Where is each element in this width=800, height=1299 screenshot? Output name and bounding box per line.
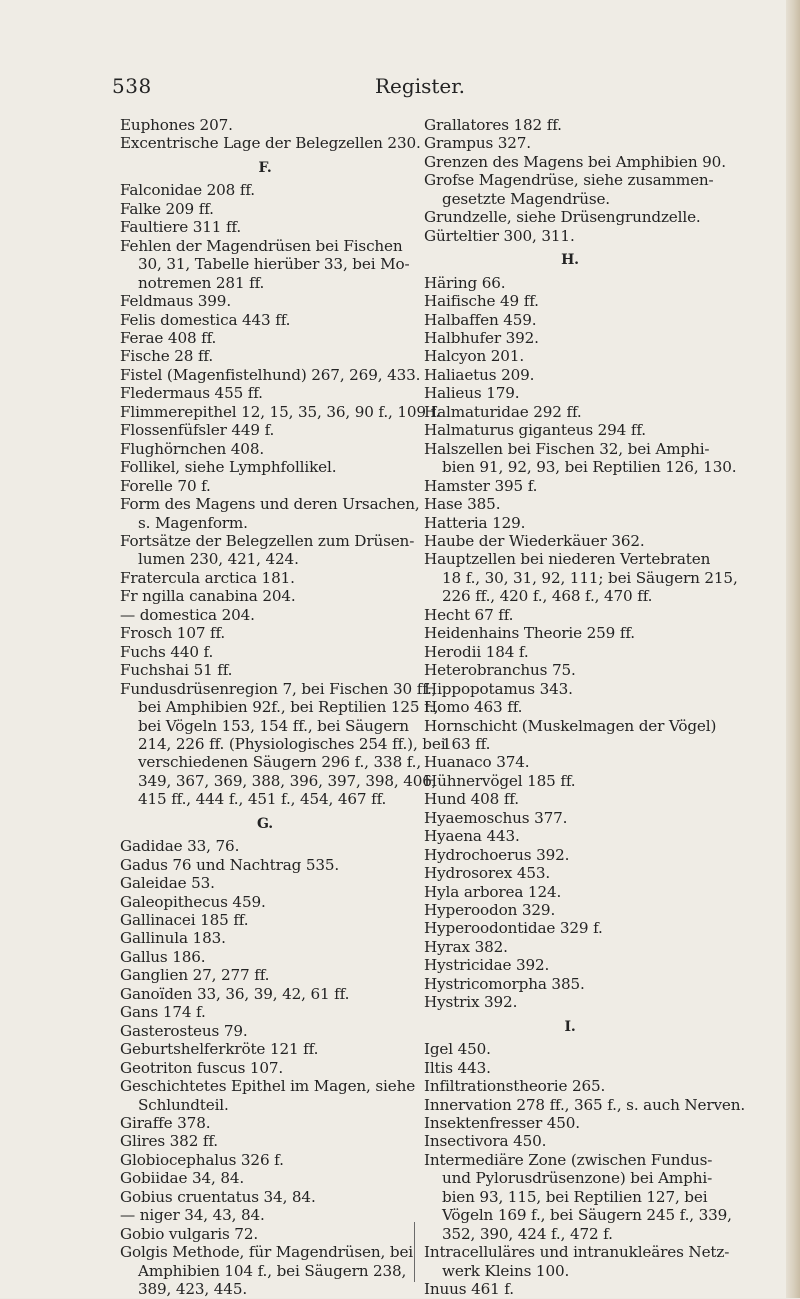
index-entry xyxy=(424,514,716,532)
index-entry xyxy=(424,827,716,845)
index-entry-line: Grenzen des Magens bei Amphibien 90. xyxy=(424,152,726,171)
index-entry-line: Hyperoodon 329. xyxy=(424,901,556,920)
index-entry-line: Innervation 278 ff., 365 f., s. auch Nerven. xyxy=(424,1095,746,1114)
index-entry-continuation: 352, 390, 424 f., 472 f. xyxy=(442,1224,613,1243)
index-entry-line: Infiltrationstheorie 265. xyxy=(424,1077,606,1096)
index-entry xyxy=(120,1132,410,1150)
index-entry-line: Haube der Wiederkäuer 362. xyxy=(424,531,645,550)
index-entry-continuation: notremen 281 ff. xyxy=(138,273,265,292)
index-entry xyxy=(424,919,716,937)
index-entry xyxy=(424,680,716,698)
index-column-left xyxy=(120,116,446,1299)
index-entry xyxy=(424,864,716,882)
index-entry xyxy=(424,134,716,152)
index-entry-line: Hund 408 ff. xyxy=(424,790,519,809)
index-entry-line: Häring 66. xyxy=(424,273,506,292)
index-entry-line: Gasterosteus 79. xyxy=(120,1021,248,1040)
index-entry-line: Frosch 107 ff. xyxy=(120,624,226,643)
index-entry xyxy=(424,606,716,624)
index-entry xyxy=(424,772,716,790)
index-entry-line: Halmaturus giganteus 294 ff. xyxy=(424,421,646,440)
index-entry-line: Feldmaus 399. xyxy=(120,292,231,311)
index-entry-line: Gallus 186. xyxy=(120,947,206,966)
index-entry-line: Grampus 327. xyxy=(424,134,531,153)
index-entry-line: Gallinacei 185 ff. xyxy=(120,911,249,930)
index-entry-continuation: verschiedenen Säugern 296 f., 338 f., xyxy=(138,753,422,772)
index-entry-continuation: 30, 31, Tabelle hierüber 33, bei Mo- xyxy=(138,255,410,274)
index-entry-line: Hyla arborea 124. xyxy=(424,882,562,901)
index-entry xyxy=(120,531,415,569)
index-entry xyxy=(424,753,716,771)
index-entry-continuation: lumen 230, 421, 424. xyxy=(138,550,299,569)
index-entry xyxy=(424,1243,730,1280)
index-entry-line: Fortsätze der Belegzellen zum Drüsen- xyxy=(120,531,415,550)
index-entry xyxy=(120,1169,410,1187)
index-entry xyxy=(424,1280,716,1298)
index-entry xyxy=(120,1059,410,1077)
index-entry xyxy=(424,1040,716,1058)
index-entry-line: Gobio vulgaris 72. xyxy=(120,1224,259,1243)
index-entry xyxy=(424,384,716,402)
index-entry-line: Grallatores 182 ff. xyxy=(424,116,562,134)
index-entry-line: Hecht 67 ff. xyxy=(424,605,514,624)
page-number: 538 xyxy=(112,74,152,98)
index-entry xyxy=(424,938,716,956)
section-letter: G. xyxy=(256,815,274,832)
index-entry xyxy=(120,347,410,365)
index-entry-line: Heterobranchus 75. xyxy=(424,661,576,680)
index-entry-line: Hyrax 382. xyxy=(424,937,508,956)
index-entry-line: Falke 209 ff. xyxy=(120,199,214,218)
index-entry xyxy=(120,661,410,679)
index-entry-line: Hystricomorpha 385. xyxy=(424,974,585,993)
index-entry xyxy=(424,643,716,661)
index-entry xyxy=(120,200,410,218)
index-entry xyxy=(120,384,410,402)
index-entry xyxy=(424,901,716,919)
index-entry-line: Flimmerepithel 12, 15, 35, 36, 90 f., 109 f. xyxy=(120,402,441,421)
index-entry xyxy=(120,911,410,929)
index-entry-line: Fische 28 ff. xyxy=(120,347,214,366)
index-entry-line: Hornschicht (Muskelmagen der Vögel) xyxy=(424,716,717,735)
index-entry xyxy=(120,365,421,384)
index-entry xyxy=(120,837,410,855)
index-entry xyxy=(120,1225,410,1243)
index-entry-line: Fistel (Magenfistelhund) 267, 269, 433. xyxy=(120,365,421,384)
index-entry-line: Ferae 408 ff. xyxy=(120,328,217,347)
index-entry-line: Felis domestica 443 ff. xyxy=(120,310,291,329)
section-letter: F. xyxy=(258,159,272,176)
index-entry-continuation: Schlundteil. xyxy=(138,1095,229,1114)
index-entry-line: Halszellen bei Fischen 32, bei Amphi- xyxy=(424,439,710,458)
index-entry-continuation: bien 91, 92, 93, bei Reptilien 126, 130. xyxy=(442,458,737,477)
index-entry xyxy=(120,1040,410,1058)
index-entry-line: Hyaena 443. xyxy=(424,827,520,846)
index-entry xyxy=(120,856,410,874)
index-entry xyxy=(120,181,410,199)
section-letter: H. xyxy=(561,252,579,269)
page-header xyxy=(112,74,712,104)
index-entry-continuation: werk Kleins 100. xyxy=(442,1261,570,1280)
index-entry xyxy=(120,134,421,153)
index-entry xyxy=(424,421,716,439)
index-entry xyxy=(424,993,716,1011)
index-entry-line: Geotriton fuscus 107. xyxy=(120,1058,284,1077)
index-entry-line: Fr ngilla canabina 204. xyxy=(120,587,296,606)
section-letter: I. xyxy=(564,1018,576,1035)
index-entry xyxy=(120,893,410,911)
index-entry-line: Fuchs 440 f. xyxy=(120,642,214,661)
index-entry-line: Fehlen der Magendrüsen bei Fischen xyxy=(120,236,403,255)
index-entry-line: Haifische 49 ff. xyxy=(424,292,539,311)
index-entry-line: Huanaco 374. xyxy=(424,753,530,772)
index-entry-line: Homo 463 ff. xyxy=(424,698,523,717)
index-entry-continuation: 349, 367, 369, 388, 396, 397, 398, 406, xyxy=(138,771,437,790)
index-entry-line: Giraffe 378. xyxy=(120,1114,211,1133)
index-entry-line: Fundusdrüsenregion 7, bei Fischen 30 ff., xyxy=(120,679,437,698)
index-entry-continuation: Amphibien 104 f., bei Säugern 238, xyxy=(138,1261,407,1280)
index-entry-line: Hystrix 392. xyxy=(424,993,518,1012)
index-entry-line: Gürteltier 300, 311. xyxy=(424,226,575,245)
index-entry xyxy=(424,1150,732,1243)
index-entry xyxy=(120,929,410,947)
index-entry xyxy=(120,1114,410,1132)
index-entry xyxy=(424,809,716,827)
index-entry xyxy=(424,956,716,974)
index-entry-line: Halieus 179. xyxy=(424,384,520,403)
index-entry-continuation: Vögeln 169 f., bei Säugern 245 f., 339, xyxy=(442,1206,732,1225)
index-entry-line: Gans 174 f. xyxy=(120,1003,206,1022)
index-entry xyxy=(424,477,716,495)
index-entry-line: Iltis 443. xyxy=(424,1058,491,1077)
index-entry-line: Inuus 461 f. xyxy=(424,1280,514,1299)
index-entry-line: Faultiere 311 ff. xyxy=(120,218,242,237)
index-entry xyxy=(424,274,716,292)
index-entry-continuation: gesetzte Magendrüse. xyxy=(442,189,610,208)
index-entry-line: Grofse Magendrüse, siehe zusammen- xyxy=(424,171,714,190)
index-entry xyxy=(120,587,410,605)
index-entry xyxy=(120,624,410,642)
index-entry-line: Gobiidae 34, 84. xyxy=(120,1169,245,1188)
index-entry-continuation: 226 ff., 420 f., 468 f., 470 ff. xyxy=(442,587,653,606)
index-entry-line: Intracelluläres und intranukleäres Netz- xyxy=(424,1243,730,1262)
index-entry-line: — niger 34, 43, 84. xyxy=(120,1206,265,1225)
index-entry-line: Heidenhains Theorie 259 ff. xyxy=(424,624,635,643)
index-entry-line: Halmaturidae 292 ff. xyxy=(424,402,582,421)
index-entry-line: Gadidae 33, 76. xyxy=(120,837,240,856)
index-entry xyxy=(424,698,716,716)
index-entry-line: Ganoïden 33, 36, 39, 42, 61 ff. xyxy=(120,984,350,1003)
index-entry-continuation: bien 93, 115, bei Reptilien 127, bei xyxy=(442,1187,708,1206)
index-entry-continuation: bei Vögeln 153, 154 ff., bei Säugern xyxy=(138,716,409,735)
index-entry xyxy=(424,1132,716,1150)
index-entry-line: Insectivora 450. xyxy=(424,1132,547,1151)
index-entry xyxy=(120,311,410,329)
index-entry xyxy=(424,208,716,226)
index-entry-continuation: 389, 423, 445. xyxy=(138,1280,248,1299)
index-entry-line: Insektenfresser 450. xyxy=(424,1114,580,1133)
index-entry xyxy=(120,1206,410,1224)
index-entry xyxy=(424,311,716,329)
index-entry xyxy=(424,883,716,901)
index-entry-line: Hystricidae 392. xyxy=(424,956,550,975)
index-entry xyxy=(120,643,410,661)
index-entry-line: Geschichtetes Epithel im Magen, siehe xyxy=(120,1077,416,1096)
index-entry xyxy=(120,458,410,476)
index-entry xyxy=(120,948,410,966)
index-entry-continuation: bei Amphibien 92f., bei Reptilien 125 f., xyxy=(138,698,439,717)
index-entry-line: Hamster 395 f. xyxy=(424,476,538,495)
index-entry-line: Halcyon 201. xyxy=(424,347,525,366)
index-entry-line: Glires 382 ff. xyxy=(120,1132,218,1151)
index-entry-line: Galeopithecus 459. xyxy=(120,892,266,911)
index-entry-line: — domestica 204. xyxy=(120,605,255,624)
page-edge-shadow xyxy=(786,0,800,1298)
index-entry xyxy=(424,227,716,245)
index-entry-line: Golgis Methode, für Magendrüsen, bei xyxy=(120,1243,414,1262)
index-entry xyxy=(424,790,716,808)
index-entry-line: Intermediäre Zone (zwischen Fundus- xyxy=(424,1150,713,1169)
index-entry-line: Gallinula 183. xyxy=(120,929,226,948)
index-column-right xyxy=(424,116,746,1299)
index-entry xyxy=(424,717,716,754)
index-entry xyxy=(424,403,716,421)
index-entry xyxy=(424,532,716,550)
index-entry-continuation: 415 ff., 444 f., 451 f., 454, 467 ff. xyxy=(138,790,387,809)
index-entry xyxy=(424,1077,716,1095)
index-entry xyxy=(120,292,410,310)
index-entry xyxy=(120,477,410,495)
running-title: Register. xyxy=(375,74,465,98)
index-entry xyxy=(120,218,410,236)
index-entry xyxy=(120,1243,414,1299)
index-entry xyxy=(424,116,716,134)
index-entry-line: Falconidae 208 ff. xyxy=(120,181,255,200)
index-entry xyxy=(424,1059,716,1077)
index-entry-line: Fratercula arctica 181. xyxy=(120,568,295,587)
index-entry-line: Hauptzellen bei niederen Vertebraten xyxy=(424,550,711,569)
index-entry xyxy=(120,679,446,809)
index-entry xyxy=(120,116,410,134)
index-entry-line: Grundzelle, siehe Drüsengrundzelle. xyxy=(424,208,701,227)
index-entry-line: Follikel, siehe Lymphfollikel. xyxy=(120,458,337,477)
index-entry-line: Hase 385. xyxy=(424,495,501,514)
index-entry xyxy=(120,495,420,532)
index-entry-line: Flossenfüfsler 449 f. xyxy=(120,421,275,440)
index-entry-line: Hatteria 129. xyxy=(424,513,526,532)
index-entry xyxy=(424,439,737,477)
index-entry xyxy=(120,874,410,892)
index-entry xyxy=(424,495,716,513)
index-entry xyxy=(424,624,716,642)
index-entry xyxy=(424,366,716,384)
index-entry-line: Forelle 70 f. xyxy=(120,476,211,495)
index-entry xyxy=(120,966,410,984)
index-entry xyxy=(120,1151,410,1169)
index-entry xyxy=(120,329,410,347)
index-entry xyxy=(120,1003,410,1021)
index-entry-line: Excentrische Lage der Belegzellen 230. xyxy=(120,134,421,153)
index-entry-line: Geburtshelferkröte 121 ff. xyxy=(120,1040,319,1059)
index-entry-line: Gobius cruentatus 34, 84. xyxy=(120,1187,316,1206)
index-entry xyxy=(424,1095,746,1114)
index-entry xyxy=(424,975,716,993)
index-entry-line: Galeidae 53. xyxy=(120,874,215,893)
index-entry-line: Flughörnchen 408. xyxy=(120,439,265,458)
index-entry-line: Halbhufer 392. xyxy=(424,328,539,347)
index-entry xyxy=(424,292,716,310)
index-entry xyxy=(120,402,441,421)
index-entry xyxy=(120,1077,416,1114)
index-entry-line: Hippopotamus 343. xyxy=(424,679,573,698)
index-entry-line: Igel 450. xyxy=(424,1040,491,1059)
index-entry-continuation: und Pylorusdrüsenzone) bei Amphi- xyxy=(442,1169,713,1188)
index-entry xyxy=(120,1022,410,1040)
index-entry-line: Globiocephalus 326 f. xyxy=(120,1150,284,1169)
index-entry xyxy=(120,237,410,292)
index-entry xyxy=(120,985,410,1003)
index-entry xyxy=(120,421,410,439)
index-entry-line: Ganglien 27, 277 ff. xyxy=(120,966,270,985)
index-entry-line: Euphones 207. xyxy=(120,116,233,134)
index-entry-line: Herodii 184 f. xyxy=(424,642,529,661)
index-entry-line: Fuchshai 51 ff. xyxy=(120,661,233,680)
index-entry-line: Form des Magens und deren Ursachen, xyxy=(120,495,420,514)
index-entry-line: Hydrochoerus 392. xyxy=(424,845,570,864)
index-entry-line: Hyperoodontidae 329 f. xyxy=(424,919,603,938)
index-entry xyxy=(120,440,410,458)
index-entry-continuation: s. Magenform. xyxy=(138,513,248,532)
index-entry xyxy=(120,606,410,624)
index-entry-continuation: 163 ff. xyxy=(442,734,491,753)
index-entry xyxy=(424,152,726,171)
column-divider xyxy=(414,1222,415,1282)
index-entry-line: Gadus 76 und Nachtrag 535. xyxy=(120,855,340,874)
index-entry xyxy=(424,329,716,347)
index-entry xyxy=(424,846,716,864)
index-entry xyxy=(424,347,716,365)
index-entry-line: Halbaffen 459. xyxy=(424,310,537,329)
index-entry-continuation: 18 f., 30, 31, 92, 111; bei Säugern 215, xyxy=(442,568,738,587)
index-entry xyxy=(120,569,410,587)
index-entry-line: Haliaetus 209. xyxy=(424,365,535,384)
index-entry xyxy=(424,1114,716,1132)
index-entry xyxy=(424,550,738,606)
index-entry-line: Hühnervögel 185 ff. xyxy=(424,771,576,790)
index-entry xyxy=(120,1188,410,1206)
index-entry-continuation: 214, 226 ff. (Physiologisches 254 ff.), bei xyxy=(138,734,446,753)
index-entry-line: Hyaemoschus 377. xyxy=(424,808,568,827)
index-entry-line: Hydrosorex 453. xyxy=(424,864,551,883)
index-entry xyxy=(424,661,716,679)
index-entry-line: Fledermaus 455 ff. xyxy=(120,384,263,403)
index-entry xyxy=(424,171,716,208)
